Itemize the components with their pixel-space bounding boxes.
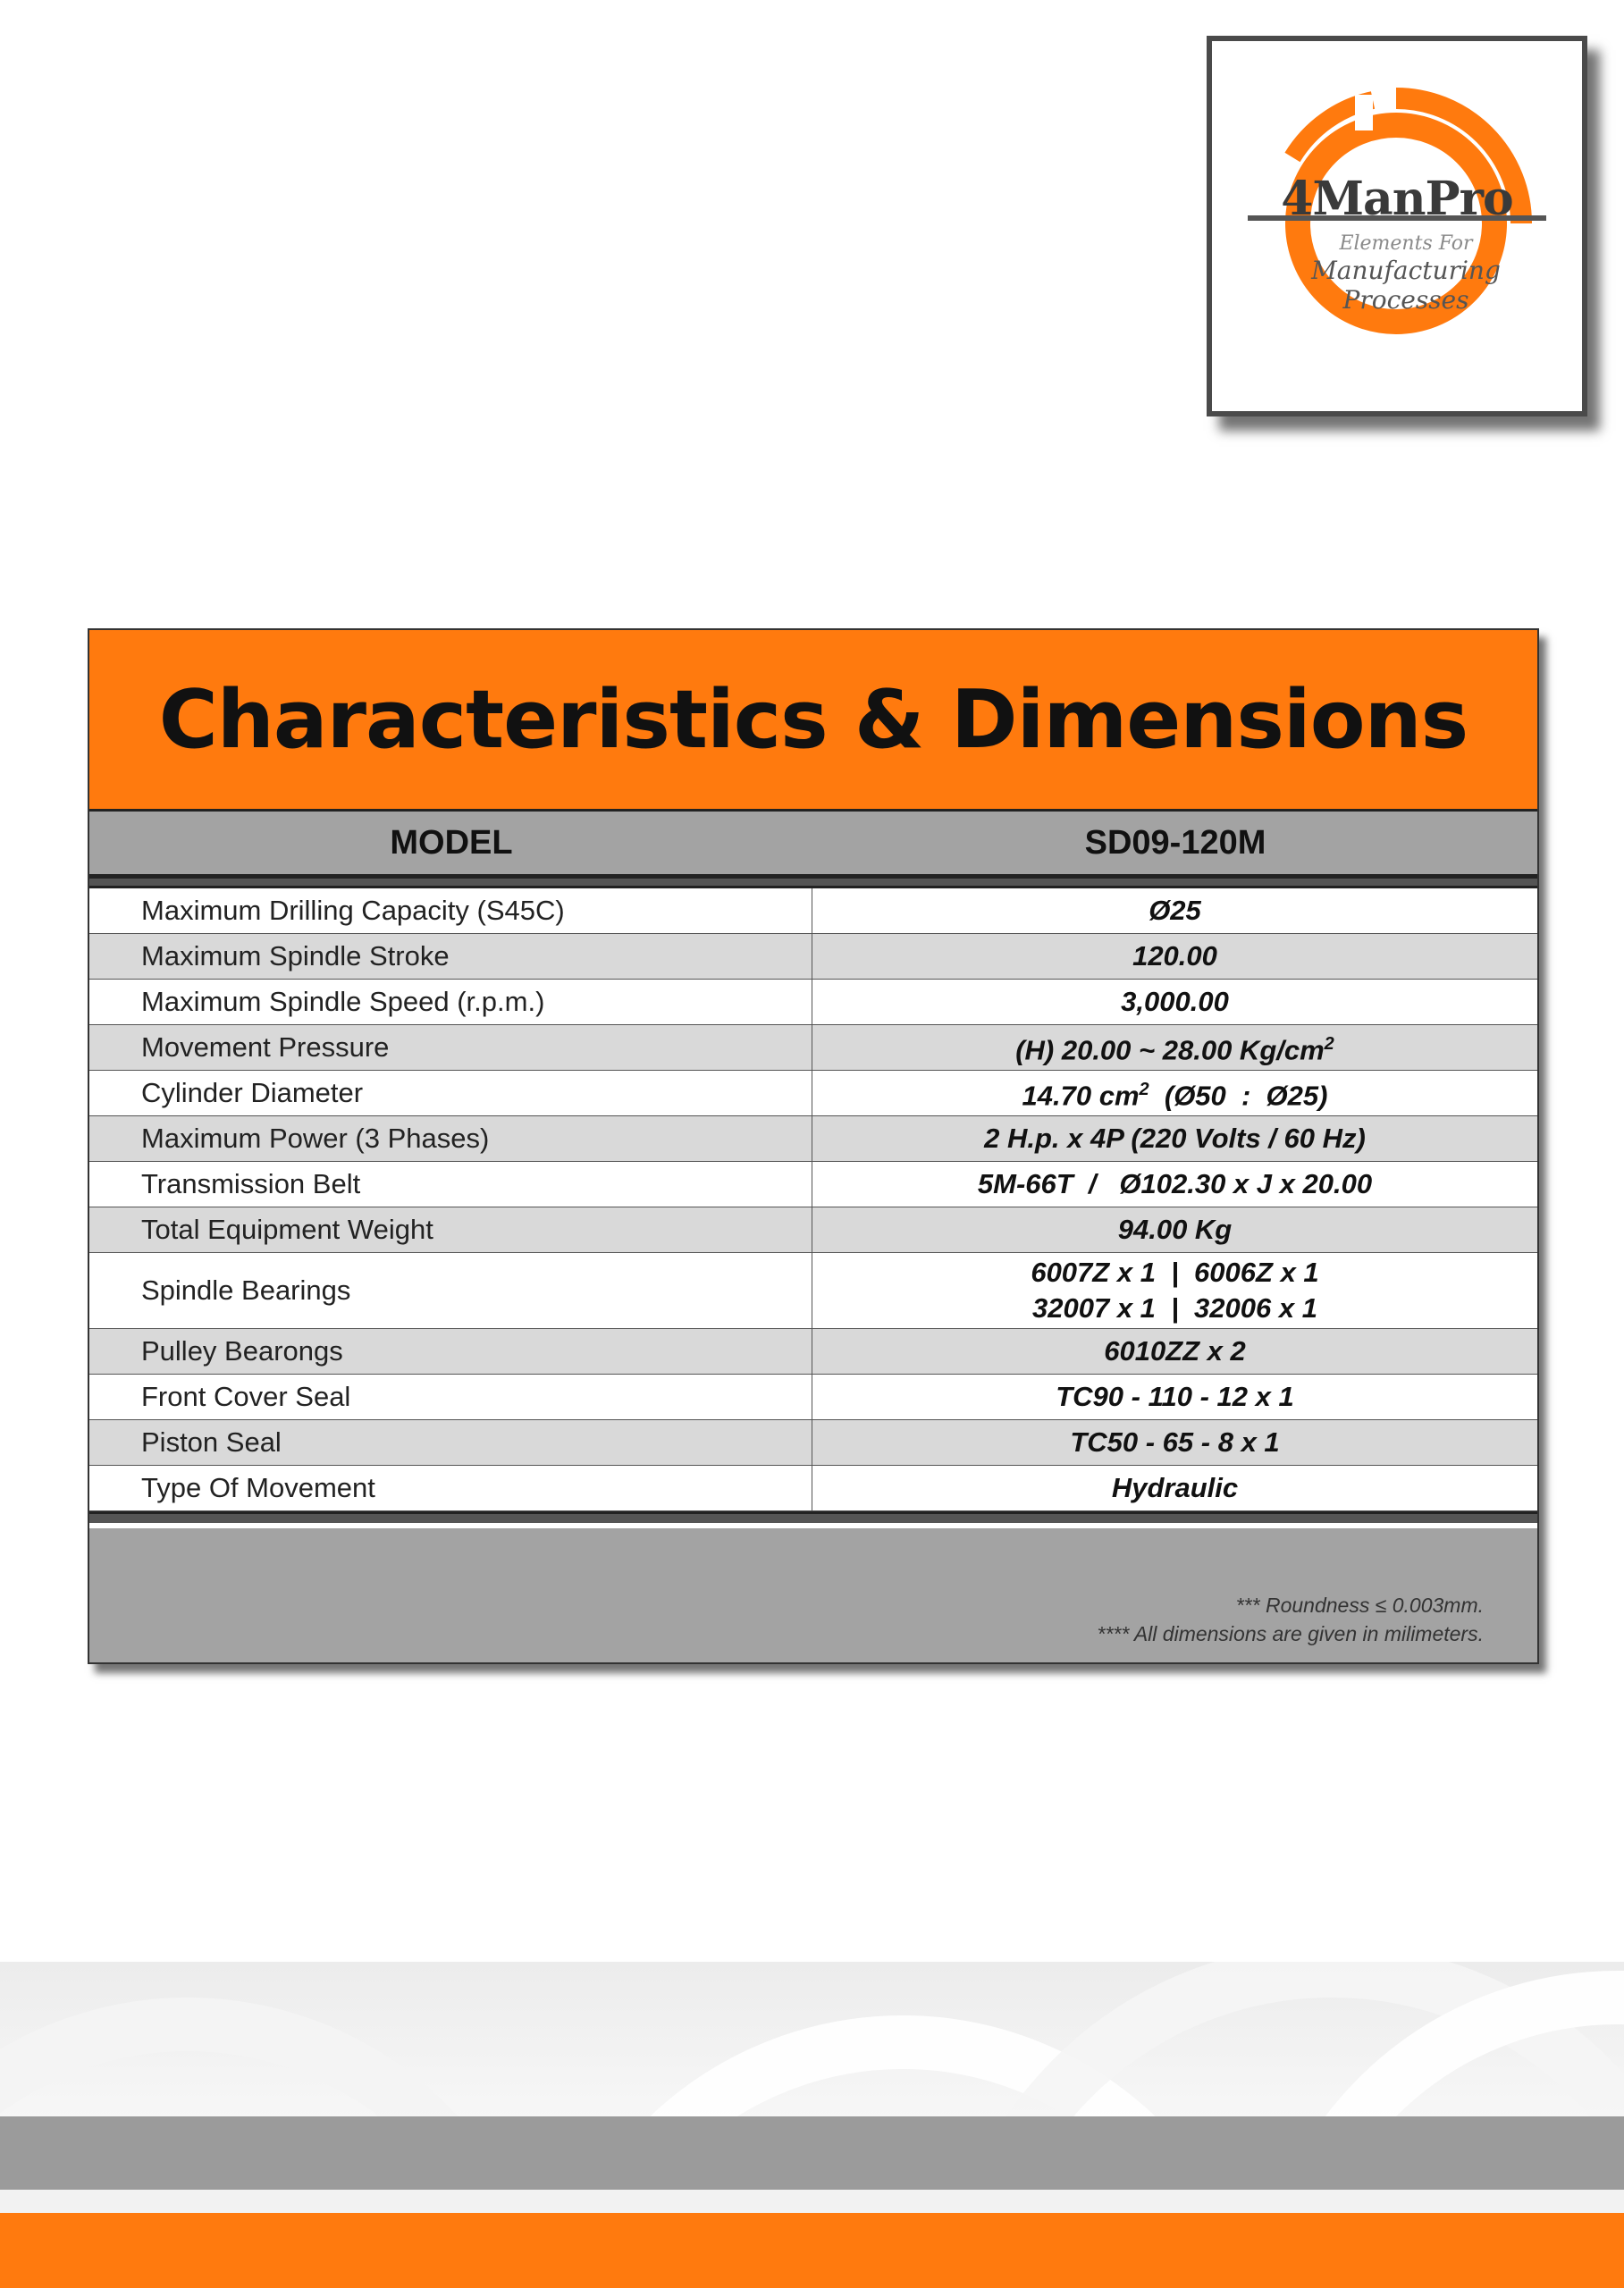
spec-label: Front Cover Seal (89, 1375, 812, 1419)
spec-value: 6007Z x 1 | 6006Z x 1 32007 x 1 | 32006 x 1 (1031, 1257, 1319, 1324)
spec-value: 2 H.p. x 4P (220 Volts / 60 Hz) (984, 1123, 1366, 1154)
notes-panel (89, 1528, 1537, 1662)
spec-label: Pulley Bearongs (89, 1329, 812, 1374)
logo-tagline: Manufacturing Processes (1311, 256, 1501, 315)
footnote: **** All dimensions are given in milimeters. (1097, 1622, 1484, 1645)
ring-shape (0, 1998, 554, 2118)
footer-orange-bar (0, 2213, 1624, 2288)
spec-value: (H) 20.00 ~ 28.00 $Kg/cm^2$ (1015, 1034, 1334, 1066)
divider (89, 879, 1537, 888)
table-row (89, 1207, 1537, 1253)
table-row (89, 1253, 1537, 1329)
divider (89, 1511, 1537, 1523)
spec-value: 5M-66T / Ø102.30 x J x 20.00 (977, 1168, 1373, 1199)
spec-label: Maximum Spindle Speed (r.p.m.) (89, 980, 812, 1024)
table-row (89, 1025, 1537, 1071)
logo-emblem-icon (1212, 41, 1582, 411)
spec-value: 94.00 Kg (1117, 1214, 1233, 1245)
spec-label: Piston Seal (89, 1420, 812, 1465)
model-row (89, 812, 1537, 879)
spec-value: Hydraulic (1111, 1472, 1239, 1503)
table-row (89, 1162, 1537, 1207)
footer-gray-bar (0, 2116, 1624, 2190)
footnote: *** Roundness ≤ 0.003mm. (1235, 1594, 1484, 1617)
spec-table (89, 888, 1537, 1511)
logo-wordmark: 4ManPro (1281, 172, 1513, 226)
table-row (89, 980, 1537, 1025)
spec-label: Spindle Bearings (89, 1253, 812, 1328)
spec-label: Maximum Power (3 Phases) (89, 1116, 812, 1161)
table-row (89, 1420, 1537, 1466)
table-row (89, 1375, 1537, 1420)
spec-value: 3,000.00 (1121, 986, 1229, 1017)
logo-tagline: Elements For (1339, 232, 1473, 255)
table-row (89, 934, 1537, 980)
spec-label: Movement Pressure (89, 1025, 812, 1070)
spec-value: TC50 - 65 - 8 x 1 (1070, 1426, 1280, 1458)
spec-label: Cylinder Diameter (89, 1071, 812, 1115)
decorative-rings-band (0, 1962, 1624, 2118)
spec-value: 6010ZZ x 2 (1104, 1335, 1246, 1367)
spec-card (88, 628, 1539, 1664)
spec-label: Maximum Spindle Stroke (89, 934, 812, 979)
footer-light-bar (0, 2190, 1624, 2213)
model-header: MODEL (390, 823, 513, 862)
spec-label: Maximum Drilling Capacity (S45C) (89, 888, 812, 933)
spec-label: Total Equipment Weight (89, 1207, 812, 1252)
table-row (89, 1329, 1537, 1375)
model-value: SD09-120M (1084, 823, 1266, 862)
table-row (89, 1071, 1537, 1116)
table-row (89, 1116, 1537, 1162)
spec-title: Characteristics & Dimensions (89, 630, 1537, 812)
table-row (89, 888, 1537, 934)
spec-label: Transmission Belt (89, 1162, 812, 1207)
spec-value: TC90 - 110 - 12 x 1 (1056, 1381, 1294, 1412)
table-row (89, 1466, 1537, 1511)
company-logo (1207, 36, 1587, 416)
spec-value: Ø25 (1149, 895, 1201, 926)
spec-value: 14.70 $cm^2$ (Ø50 : Ø25) (1022, 1080, 1328, 1112)
spec-value: 120.00 (1132, 940, 1217, 972)
spec-label: Type Of Movement (89, 1466, 812, 1510)
